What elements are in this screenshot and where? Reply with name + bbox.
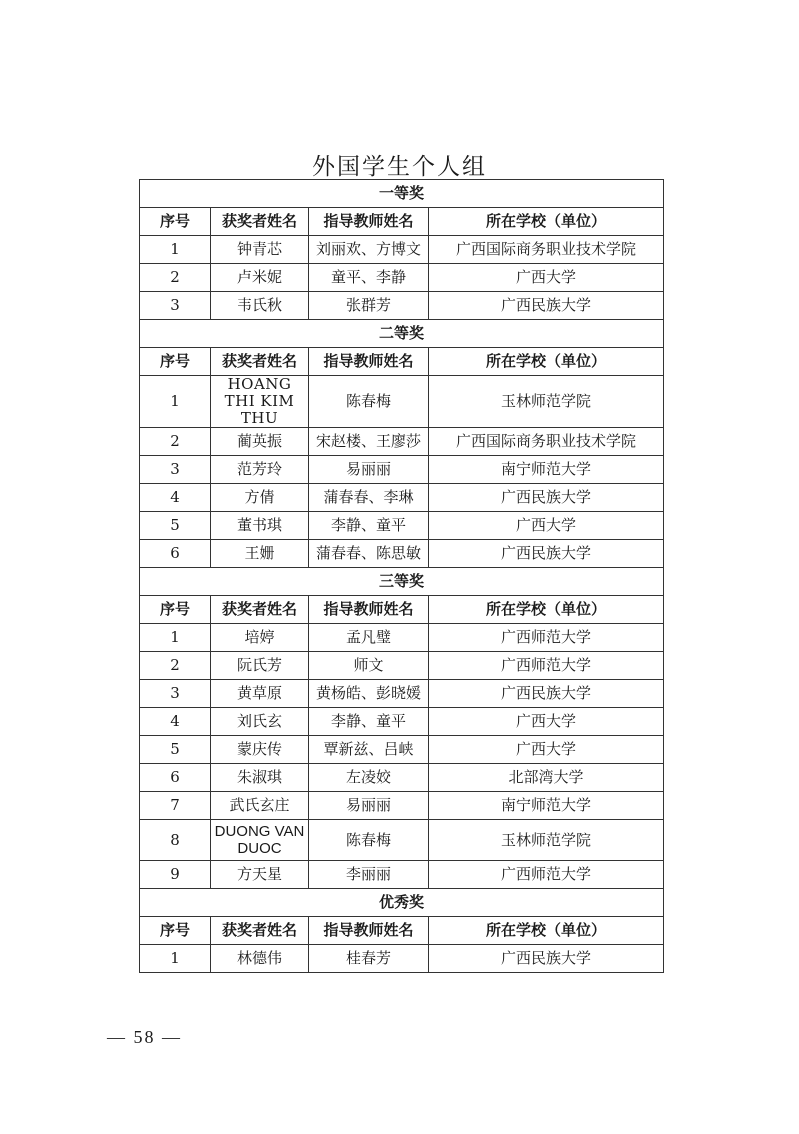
cell-school: 广西民族大学 [429,680,664,708]
cell-name: 蔺英振 [211,428,309,456]
cell-no: 3 [140,680,211,708]
cell-school: 广西大学 [429,512,664,540]
table-row [140,376,664,428]
cell-no: 1 [140,624,211,652]
prize-heading: 一等奖 [140,180,664,208]
table-row [140,736,664,764]
col-header-no: 序号 [140,596,211,624]
cell-no: 2 [140,264,211,292]
cell-name: 黄草原 [211,680,309,708]
cell-name: 蒙庆传 [211,736,309,764]
cell-teacher: 师文 [309,652,429,680]
awards-table [139,179,664,973]
cell-teacher: 张群芳 [309,292,429,320]
cell-no: 4 [140,484,211,512]
cell-school: 广西国际商务职业技术学院 [429,428,664,456]
cell-no: 6 [140,540,211,568]
prize-heading-row [140,889,664,917]
table-header-row [140,208,664,236]
col-header-school: 所在学校（单位） [429,208,664,236]
table-row [140,428,664,456]
cell-school: 北部湾大学 [429,764,664,792]
table-row [140,945,664,973]
col-header-teacher: 指导教师姓名 [309,348,429,376]
cell-name: 韦氏秋 [211,292,309,320]
page-title: 外国学生个人组 [312,154,487,180]
table-header-row [140,596,664,624]
prize-heading-row [140,320,664,348]
table-row [140,861,664,889]
cell-teacher: 李静、童平 [309,512,429,540]
table-row [140,236,664,264]
col-header-school: 所在学校（单位） [429,348,664,376]
cell-school: 广西师范大学 [429,624,664,652]
table-row [140,484,664,512]
cell-school: 广西民族大学 [429,945,664,973]
prize-heading-row [140,180,664,208]
table-row [140,292,664,320]
prize-heading: 二等奖 [140,320,664,348]
cell-name: 武氏玄庄 [211,792,309,820]
cell-teacher: 陈春梅 [309,820,429,861]
table-header-row [140,348,664,376]
cell-no: 1 [140,236,211,264]
col-header-teacher: 指导教师姓名 [309,208,429,236]
cell-school: 广西师范大学 [429,652,664,680]
cell-school: 广西大学 [429,708,664,736]
cell-school: 广西国际商务职业技术学院 [429,236,664,264]
table-row [140,764,664,792]
cell-no: 9 [140,861,211,889]
cell-no: 2 [140,652,211,680]
cell-teacher: 桂春芳 [309,945,429,973]
cell-name: 阮氏芳 [211,652,309,680]
cell-no: 3 [140,456,211,484]
cell-teacher: 蒲春春、李琳 [309,484,429,512]
cell-teacher: 易丽丽 [309,792,429,820]
cell-name: 方天星 [211,861,309,889]
col-header-name: 获奖者姓名 [211,596,309,624]
cell-school: 广西民族大学 [429,540,664,568]
cell-teacher: 李静、童平 [309,708,429,736]
cell-teacher: 孟凡璧 [309,624,429,652]
cell-name: 卢米妮 [211,264,309,292]
cell-teacher: 刘丽欢、方博文 [309,236,429,264]
cell-no: 3 [140,292,211,320]
prize-heading: 优秀奖 [140,889,664,917]
table-header-row [140,917,664,945]
cell-teacher: 覃新兹、吕峡 [309,736,429,764]
cell-school: 广西大学 [429,736,664,764]
prize-heading-row [140,568,664,596]
cell-school: 玉林师范学院 [429,376,664,428]
cell-name: 范芳玲 [211,456,309,484]
cell-name: 钟青芯 [211,236,309,264]
prize-heading: 三等奖 [140,568,664,596]
cell-school: 南宁师范大学 [429,792,664,820]
cell-no: 5 [140,512,211,540]
table-row [140,652,664,680]
cell-school: 广西民族大学 [429,292,664,320]
table-row [140,456,664,484]
col-header-name: 获奖者姓名 [211,208,309,236]
cell-no: 7 [140,792,211,820]
cell-teacher: 黄杨皓、彭晓媛 [309,680,429,708]
col-header-teacher: 指导教师姓名 [309,596,429,624]
cell-school: 南宁师范大学 [429,456,664,484]
cell-school: 玉林师范学院 [429,820,664,861]
col-header-no: 序号 [140,348,211,376]
cell-no: 8 [140,820,211,861]
table-row [140,512,664,540]
cell-no: 2 [140,428,211,456]
cell-name: 王姗 [211,540,309,568]
page-number: — 58 — [107,1027,182,1047]
cell-no: 6 [140,764,211,792]
cell-teacher: 蒲春春、陈思敏 [309,540,429,568]
cell-teacher: 李丽丽 [309,861,429,889]
col-header-teacher: 指导教师姓名 [309,917,429,945]
cell-name: DUONG VAN DUOC [211,820,309,861]
cell-name: 董书琪 [211,512,309,540]
cell-name: 林德伟 [211,945,309,973]
cell-teacher: 陈春梅 [309,376,429,428]
cell-teacher: 易丽丽 [309,456,429,484]
table-row [140,680,664,708]
cell-no: 1 [140,376,211,428]
cell-name: 培婷 [211,624,309,652]
cell-no: 4 [140,708,211,736]
col-header-name: 获奖者姓名 [211,348,309,376]
col-header-no: 序号 [140,208,211,236]
cell-name: 方倩 [211,484,309,512]
table-row [140,708,664,736]
col-header-no: 序号 [140,917,211,945]
cell-name: 朱淑琪 [211,764,309,792]
col-header-school: 所在学校（单位） [429,917,664,945]
table-row [140,820,664,861]
table-row [140,792,664,820]
col-header-name: 获奖者姓名 [211,917,309,945]
cell-school: 广西民族大学 [429,484,664,512]
cell-teacher: 童平、李静 [309,264,429,292]
cell-school: 广西师范大学 [429,861,664,889]
cell-teacher: 左凌姣 [309,764,429,792]
cell-name: HOANG THI KIM THU [211,376,309,428]
cell-no: 1 [140,945,211,973]
cell-name: 刘氏玄 [211,708,309,736]
cell-no: 5 [140,736,211,764]
table-row [140,540,664,568]
table-row [140,264,664,292]
col-header-school: 所在学校（单位） [429,596,664,624]
table-row [140,624,664,652]
cell-school: 广西大学 [429,264,664,292]
cell-teacher: 宋赵楼、王廖莎 [309,428,429,456]
